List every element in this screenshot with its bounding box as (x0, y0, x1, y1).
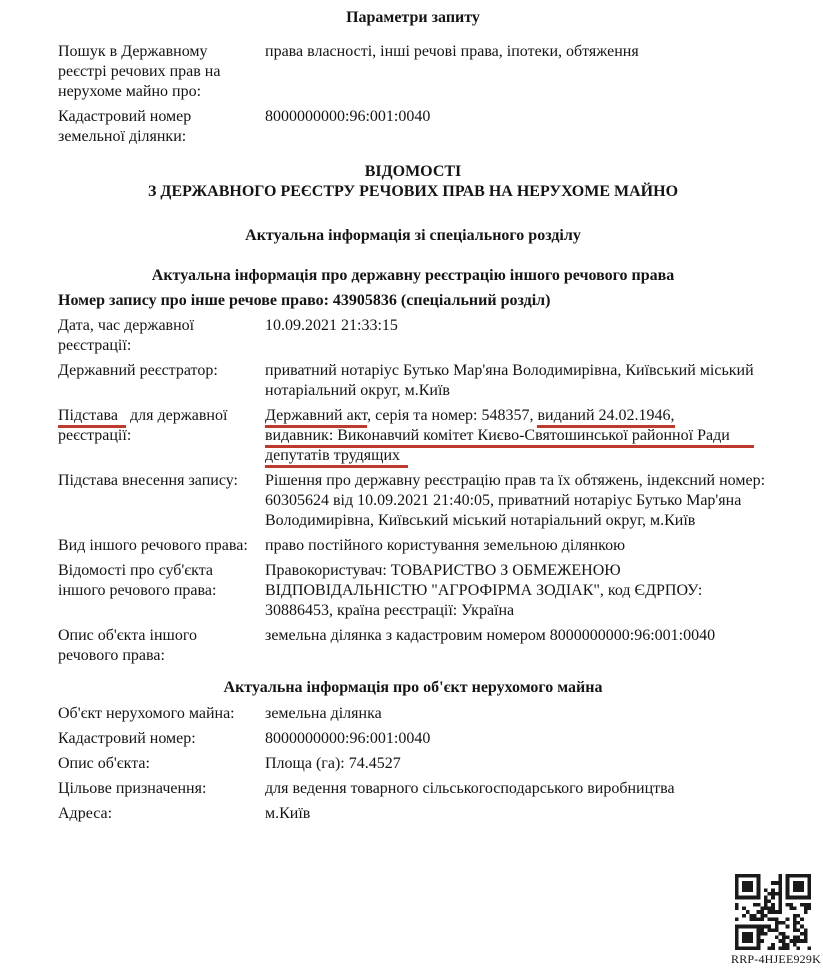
registration-date-label: Дата, час державної реєстрації: (58, 317, 195, 354)
row-right-subject (58, 561, 768, 621)
basis-line-3 (265, 446, 767, 466)
row-right-type (58, 536, 768, 556)
property-cadastral-value: 8000000000:96:001:0040 (265, 730, 431, 747)
row-search-scope (58, 42, 768, 102)
query-params-title: Параметри запиту (346, 9, 480, 26)
registration-basis-label-rest: для державної реєстрації: (58, 407, 228, 444)
right-subject-label: Відомості про суб'єкта іншого речового права: (58, 562, 217, 599)
main-heading (58, 162, 768, 202)
row-object-description (58, 626, 768, 666)
right-type-label: Вид іншого речового права: (58, 537, 248, 554)
qr-code-icon (733, 874, 813, 950)
search-scope-label: Пошук в Державному реєстрі речових прав на нерухоме майно про: (58, 43, 221, 100)
object-description-label: Опис об'єкта іншого речового права: (58, 627, 198, 664)
underline-doc-type: Державний акт (265, 407, 367, 428)
right-subject-value: Правокористувач: ТОВАРИСТВО З ОБМЕЖЕНОЮ ВІДПОВІДАЛЬНІСТЮ "АГРОФІРМА ЗОДІАК", код ЄДРПОУ: 30886453, країна реєстрації: Україна (265, 562, 703, 619)
row-property-cadastral (58, 729, 768, 749)
row-registrar (58, 361, 768, 401)
underline-basis-label-word: Підстава (58, 407, 126, 428)
property-address-value: м.Київ (265, 805, 311, 822)
registration-basis-label (58, 406, 265, 466)
basis-line1-text: , серія та номер: 548357, (367, 407, 538, 424)
property-description-value: Площа (га): 74.4527 (265, 755, 401, 772)
row-property-purpose (58, 779, 768, 799)
registration-heading: Актуальна інформація про державну реєстрацію іншого речового права (151, 267, 675, 284)
registration-date-value: 10.09.2021 21:33:15 (265, 317, 398, 334)
query-cadastral-value: 8000000000:96:001:0040 (265, 108, 431, 125)
search-scope-value: права власності, інші речові права, іпотеки, обтяження (265, 43, 639, 60)
property-object-value: земельна ділянка (265, 705, 382, 722)
registrar-label: Державний реєстратор: (58, 362, 218, 379)
underline-issuer: видавник: Виконавчий комітет Києво-Святошинської районної Ради (265, 427, 754, 448)
property-object-label: Об'єкт нерухомого майна: (58, 705, 235, 722)
qr-reference-label: RRP-4HJEE929K (731, 952, 821, 966)
property-description-label: Опис об'єкта: (58, 755, 150, 772)
underline-issue-date: виданий 24.02.1946, (537, 407, 674, 428)
query-cadastral-label: Кадастровий номер земельної ділянки: (58, 108, 192, 145)
right-type-value: право постійного користування земельною ділянкою (265, 537, 626, 554)
row-property-address (58, 804, 768, 824)
property-section-heading: Актуальна інформація про об'єкт нерухомого майна (223, 679, 603, 696)
row-registration-date (58, 316, 768, 356)
entry-basis-label: Підстава внесення запису: (58, 472, 238, 489)
row-property-description (58, 754, 768, 774)
registration-basis-value (265, 406, 767, 466)
main-heading-line2: З ДЕРЖАВНОГО РЕЄСТРУ РЕЧОВИХ ПРАВ НА НЕРУХОМЕ МАЙНО (147, 183, 679, 200)
row-entry-basis (58, 471, 768, 531)
entry-basis-value: Рішення про державну реєстрацію прав та їх обтяжень, індексний номер: 60305624 від 10.09.2021 21:40:05, приватний нотаріус Бутько Мар'яна Володимирівна, Київський міський нотаріальний округ, м.Київ (265, 472, 766, 529)
property-purpose-value: для ведення товарного сільськогосподарського виробництва (265, 780, 675, 797)
qr-block (731, 874, 821, 966)
object-description-value: земельна ділянка з кадастровим номером 8000000000:96:001:0040 (265, 627, 716, 644)
property-purpose-label: Цільове призначення: (58, 780, 207, 797)
row-registration-basis (58, 406, 768, 466)
special-section-heading: Актуальна інформація зі спеціального розділу (245, 227, 581, 244)
row-property-object (58, 704, 768, 724)
property-address-label: Адреса: (58, 805, 113, 822)
row-query-cadastral (58, 107, 768, 147)
main-heading-line1: ВІДОМОСТІ (364, 163, 462, 180)
underline-issuer-tail: депутатів трудящих (265, 447, 408, 468)
registrar-value: приватний нотаріус Бутько Мар'яна Володимирівна, Київський міський нотаріальний округ, м.Київ (265, 362, 754, 399)
basis-line-2 (265, 426, 767, 446)
property-cadastral-label: Кадастровий номер: (58, 730, 196, 747)
basis-line-1 (265, 406, 767, 426)
record-number-line: Номер запису про інше речове право: 43905836 (спеціальний розділ) (58, 292, 551, 309)
